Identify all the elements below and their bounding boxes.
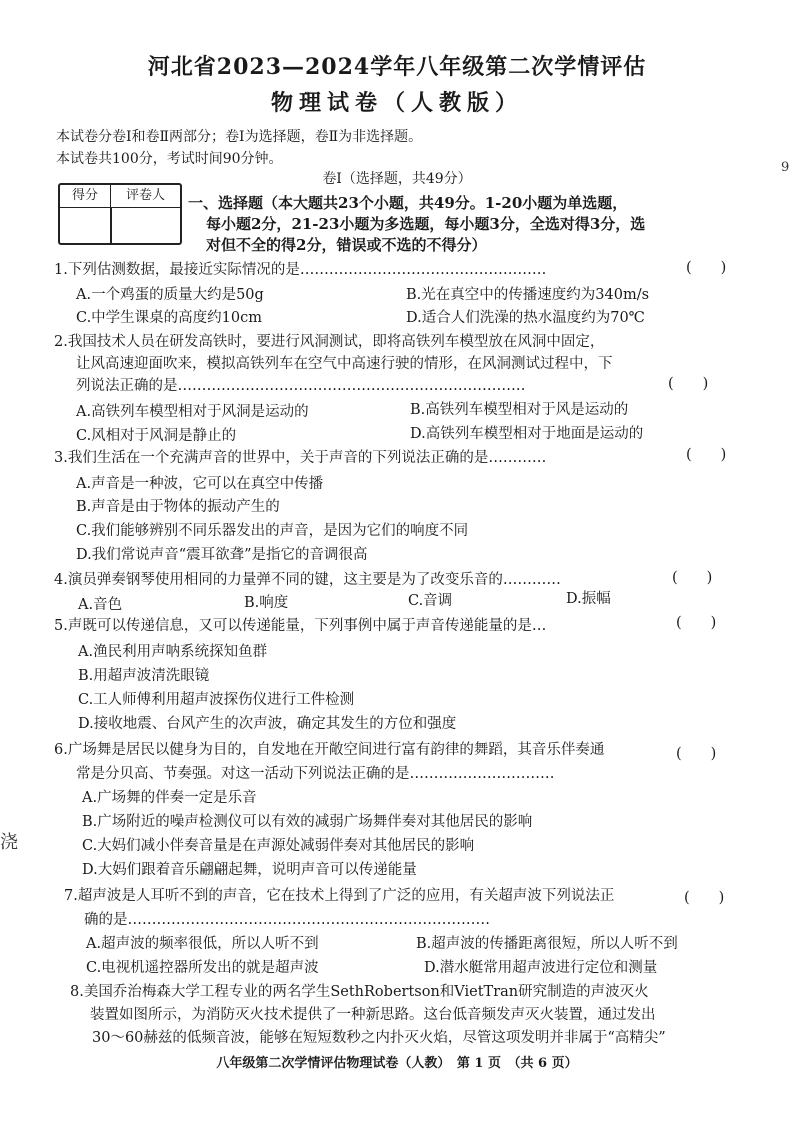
q1-option-b: B.光在真空中的传播速度约为340m/s — [406, 287, 650, 303]
exam-subtitle: 物理试卷（人教版） — [270, 90, 523, 116]
q1-option-c: C.中学生课桌的高度约10cm — [76, 310, 263, 326]
q3-option-d: D.我们常说声音“震耳欲聋”是指它的音调很高 — [76, 547, 368, 563]
question-2-line-1: 2.我国技术人员在研发高铁时，要进行风洞测试，即将高铁列车模型放在风洞中固定， — [54, 334, 605, 350]
q7-option-c: C.电视机遥控器所发出的就是超声波 — [86, 960, 319, 976]
question-2-line-3: 列说法正确的是……………………………………………………………… — [76, 378, 526, 394]
q5-option-d: D.接收地震、台风产生的次声波，确定其发生的方位和强度 — [78, 716, 457, 732]
q3-option-b: B.声音是由于物体的振动产生的 — [76, 499, 280, 515]
q1-option-d: D.适合人们洗澡的热水温度约为70℃ — [406, 310, 645, 326]
edge-mark-left: 浇 — [0, 832, 18, 853]
q5-option-a: A.渔民利用声呐系统探知鱼群 — [78, 644, 268, 660]
answer-blank-7[interactable]: ( ) — [684, 890, 725, 906]
q4-option-d: D.振幅 — [566, 591, 611, 607]
score-box — [58, 183, 182, 245]
q4-option-b: B.响度 — [244, 595, 289, 611]
q7-option-b: B.超声波的传播距离很短，所以人听不到 — [416, 936, 678, 952]
answer-blank-5[interactable]: ( ) — [676, 615, 717, 631]
question-3: 3.我们生活在一个充满声音的世界中，关于声音的下列说法正确的是………… — [54, 450, 547, 466]
instruction-line-3: 对但不全的得2分，错误或不选的不得分） — [206, 236, 487, 254]
question-8-line-1: 8.美国乔治梅森大学工程专业的两名学生SethRobertson和VietTran研究制造的声波灭火 — [70, 984, 649, 1000]
q2-option-b: B.高铁列车模型相对于风是运动的 — [410, 402, 629, 418]
q4-option-c: C.音调 — [408, 593, 453, 609]
instruction-line-2: 每小题2分，21-23小题为多选题，每小题3分，全选对得3分，选 — [206, 215, 646, 233]
answer-blank-3[interactable]: ( ) — [686, 447, 727, 463]
question-8-line-2: 装置如图所示，为消防灭火技术提供了一种新思路。这台低音频发声灭火装置，通过发出 — [90, 1007, 656, 1023]
question-1: 1.下列估测数据，最接近实际情况的是…………………………………………… — [54, 262, 547, 278]
exam-title: 河北省2023—2024学年八年级第二次学情评估 — [147, 54, 647, 80]
grader-label: 评卷人 — [111, 185, 180, 208]
score-label: 得分 — [60, 185, 111, 208]
q4-option-a: A.音色 — [78, 597, 123, 613]
q5-option-c: C.工人师傅利用超声波探伤仪进行工件检测 — [78, 692, 355, 708]
section-title: 卷Ⅰ（选择题，共49分） — [322, 171, 472, 187]
page-footer: 八年级第二次学情评估物理试卷（人教） 第 1 页 （共 6 页） — [216, 1056, 578, 1071]
q7-option-d: D.潜水艇常用超声波进行定位和测量 — [424, 960, 658, 976]
question-8-line-3: 30～60赫兹的低频音波，能够在短短数秒之内扑灭火焰，尽管这项发明并非属于“高精尖” — [92, 1030, 666, 1046]
edge-mark-right: 9 — [781, 160, 790, 175]
q7-option-a: A.超声波的频率很低，所以人听不到 — [86, 936, 319, 952]
q2-option-d: D.高铁列车模型相对于地面是运动的 — [410, 426, 644, 442]
answer-blank-1[interactable]: ( ) — [686, 260, 727, 276]
question-2-line-2: 让风高速迎面吹来，模拟高铁列车在空气中高速行驶的情形，在风洞测试过程中，下 — [76, 356, 613, 372]
instruction-line-1: 一、选择题（本大题共23个小题，共49分。1-20小题为单选题， — [188, 194, 628, 212]
question-6-line-2: 常是分贝高、节奏强。对这一活动下列说法正确的是………………………… — [76, 766, 555, 782]
info-line-2: 本试卷共100分，考试时间90分钟。 — [56, 151, 283, 167]
info-line-1: 本试卷分卷Ⅰ和卷Ⅱ两部分；卷Ⅰ为选择题，卷Ⅱ为非选择题。 — [56, 129, 423, 145]
question-7-line-2: 确的是………………………………………………………………… — [84, 912, 490, 928]
q2-option-a: A.高铁列车模型相对于风洞是运动的 — [76, 404, 309, 420]
q5-option-b: B.用超声波清洗眼镜 — [78, 668, 210, 684]
q2-option-c: C.风相对于风洞是静止的 — [76, 428, 237, 444]
q3-option-c: C.我们能够辨别不同乐器发出的声音，是因为它们的响度不同 — [76, 523, 469, 539]
question-6-line-1: 6.广场舞是居民以健身为目的，自发地在开敞空间进行富有韵律的舞蹈，其音乐伴奏通 — [54, 742, 605, 758]
q6-option-c: C.大妈们减小伴奏音量是在声源处减弱伴奏对其他居民的影响 — [82, 838, 475, 854]
q6-option-a: A.广场舞的伴奏一定是乐音 — [82, 790, 257, 806]
q3-option-a: A.声音是一种波，它可以在真空中传播 — [76, 476, 324, 492]
answer-blank-2[interactable]: ( ) — [668, 376, 709, 392]
q6-option-b: B.广场附近的噪声检测仪可以有效的减弱广场舞伴奏对其他居民的影响 — [82, 814, 533, 830]
q1-option-a: A.一个鸡蛋的质量大约是50g — [76, 287, 264, 303]
answer-blank-4[interactable]: ( ) — [672, 570, 713, 586]
question-7-line-1: 7.超声波是人耳听不到的声音，它在技术上得到了广泛的应用，有关超声波下列说法正 — [64, 888, 615, 904]
answer-blank-6[interactable]: ( ) — [676, 746, 717, 762]
question-5: 5.声既可以传递信息，又可以传递能量，下列事例中属于声音传递能量的是… — [54, 618, 547, 634]
question-4: 4.演员弹奏钢琴使用相同的力量弹不同的键，这主要是为了改变乐音的………… — [54, 572, 561, 588]
q6-option-d: D.大妈们跟着音乐翩翩起舞，说明声音可以传递能量 — [82, 862, 417, 878]
